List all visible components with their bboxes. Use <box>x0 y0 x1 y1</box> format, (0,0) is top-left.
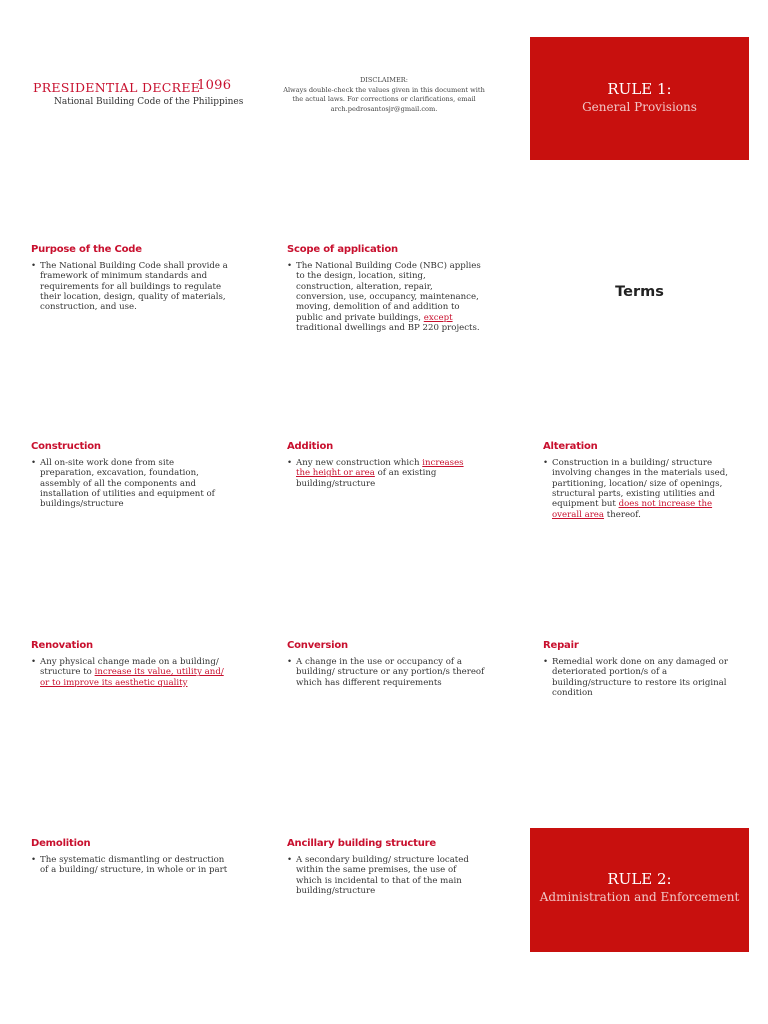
card-title: Scope of application <box>287 244 398 255</box>
disclaimer-line-2: the actual laws. For corrections or clarifications, email <box>292 95 476 104</box>
terms-heading: Terms <box>615 284 664 300</box>
card-text: • Any new construction which increases the height or area of an existing building/structure <box>287 458 477 489</box>
highlight: does not increase the overall area <box>552 499 713 520</box>
card-ancillary <box>287 838 479 896</box>
card-repair <box>543 640 739 698</box>
card-addition <box>287 441 477 489</box>
highlight: increases the height or area <box>296 458 464 479</box>
highlight: except <box>423 312 453 323</box>
card-text: • The National Building Code (NBC) applies to the design, location, siting, construction, alteration, repair, conversion, use, occupancy, maintenance, moving, demolition of and addition to public and private buildings, except traditional dwellings and BP 220 projects. <box>287 261 483 333</box>
document-title <box>33 78 232 95</box>
document-subtitle: National Building Code of the Philippines <box>54 97 244 107</box>
disclaimer-heading: DISCLAIMER: <box>360 76 408 84</box>
card-title: Purpose of the Code <box>31 244 142 255</box>
card-text: • Remedial work done on any damaged or deteriorated portion/s of a building/structure to restore its original condition <box>543 657 739 698</box>
card-purpose <box>31 244 231 313</box>
card-text: • Construction in a building/ structure involving changes in the materials used, partitioning, location/ size of openings, structural parts, existing utilities and equipment but does not increase the overall area thereof. <box>543 458 739 520</box>
rule-1-title: RULE 1: <box>607 80 672 98</box>
card-title: Renovation <box>31 640 93 651</box>
title-text: PRESIDENTIAL DECREE <box>33 80 201 95</box>
card-text: • The systematic dismantling or destruction of a building/ structure, in whole or in part <box>31 855 231 876</box>
card-text: • Any physical change made on a building/ structure to increase its value, utility and/ or to improve its aesthetic quality <box>31 657 227 688</box>
card-title: Addition <box>287 441 334 452</box>
rule-1-subtitle: General Provisions <box>582 100 697 114</box>
card-text: • All on-site work done from site preparation, excavation, foundation, assembly of all the components and installation of utilities and equipment of buildings/structure <box>31 458 227 510</box>
card-construction <box>31 441 227 510</box>
disclaimer-line-1: Always double-check the values given in this document with <box>283 85 485 94</box>
rule-2-title: RULE 2: <box>607 870 672 888</box>
highlight: increase its value, utility and/ or to improve its aesthetic quality <box>40 667 224 688</box>
card-text: • The National Building Code shall provide a framework of minimum standards and requirements for all buildings to regulate their location, design, quality of materials, construction, and use. <box>31 261 231 313</box>
rule-2-banner <box>530 828 749 952</box>
rule-1-banner <box>530 37 749 160</box>
card-text: • A secondary building/ structure located within the same premises, the use of which is incidental to that of the main building/structure <box>287 855 479 896</box>
card-title: Ancillary building structure <box>287 838 436 849</box>
card-title: Repair <box>543 640 579 651</box>
card-alteration <box>543 441 739 520</box>
card-title: Demolition <box>31 838 91 849</box>
rule-2-subtitle: Administration and Enforcement <box>539 890 740 904</box>
card-renovation <box>31 640 227 688</box>
card-title: Alteration <box>543 441 598 452</box>
disclaimer-email: arch.pedrosantosjr@gmail.com. <box>330 104 438 113</box>
card-conversion <box>287 640 485 688</box>
card-demolition <box>31 838 231 876</box>
card-title: Construction <box>31 441 101 452</box>
card-text: • A change in the use or occupancy of a building/ structure or any portion/s thereof which has different requirements <box>287 657 485 688</box>
decree-number: 1096 <box>197 78 232 93</box>
card-title: Conversion <box>287 640 348 651</box>
disclaimer <box>282 76 486 114</box>
card-scope <box>287 244 483 333</box>
